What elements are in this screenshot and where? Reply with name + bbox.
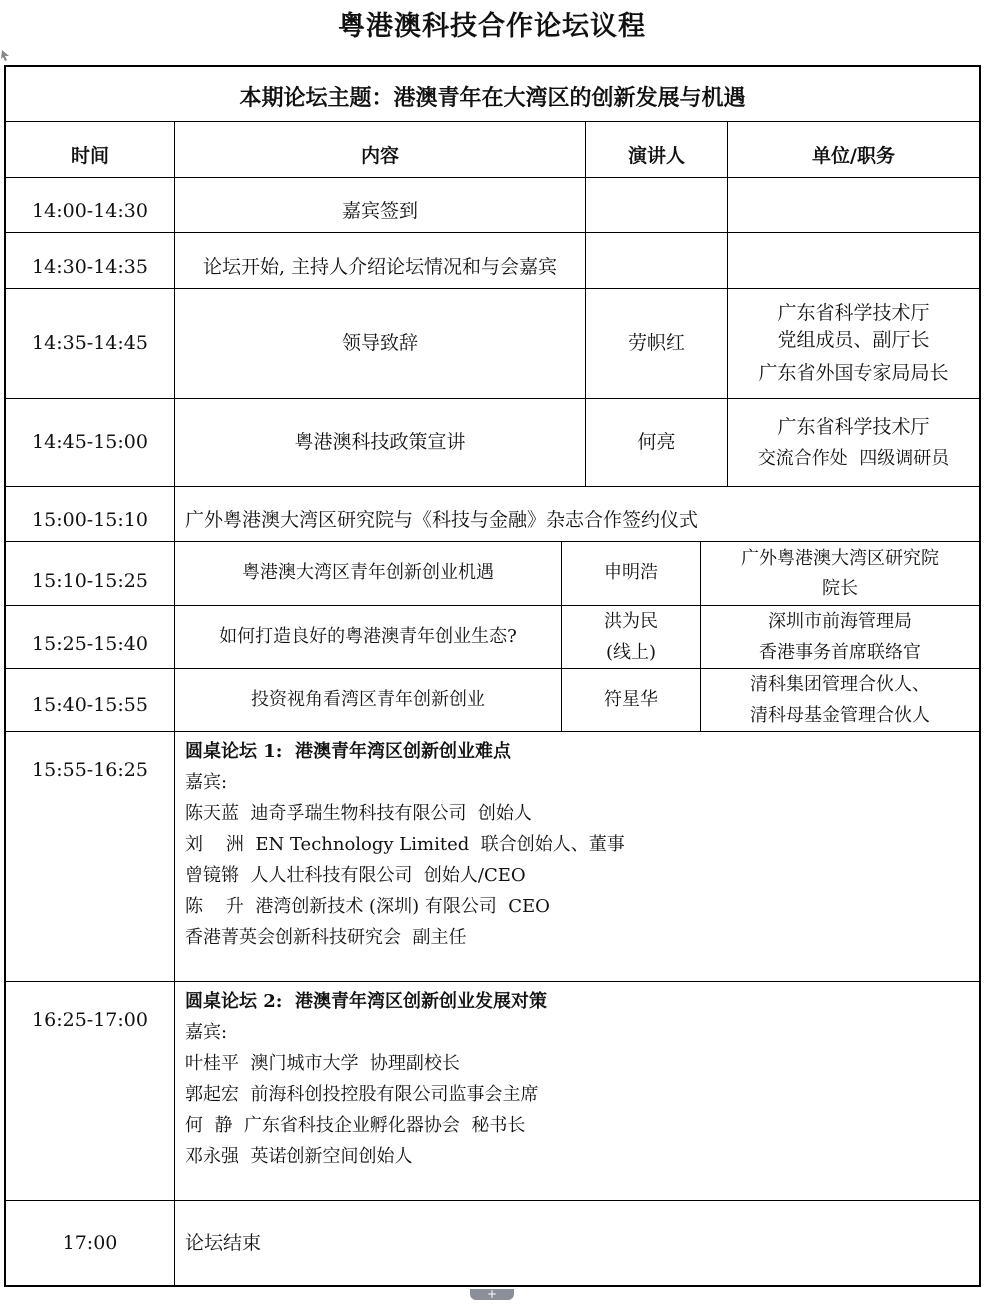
- unit-line: 清科母基金管理合伙人: [750, 705, 930, 726]
- row-speaker: 申明浩: [561, 542, 700, 605]
- round-title: 圆桌论坛 1: 港澳青年湾区创新创业难点: [185, 741, 511, 762]
- row-unit: [700, 606, 979, 668]
- row-unit: [727, 178, 979, 232]
- row-content: 领导致辞: [174, 289, 585, 398]
- table-row: [6, 1201, 979, 1287]
- unit-line: 香港事务首席联络官: [759, 642, 921, 663]
- agenda-table: [4, 65, 981, 1287]
- row-time: 15:55-16:25: [32, 759, 148, 781]
- unit-line: 广东省科学技术厅: [777, 415, 930, 438]
- header-unit: 单位/职务: [727, 122, 979, 177]
- page-title: 粤港澳科技合作论坛议程: [338, 11, 646, 42]
- guest-line: 邓永强 英诺创新空间创始人: [185, 1146, 413, 1167]
- round-table-2: [174, 982, 979, 1200]
- forum-theme: 本期论坛主题：港澳青年在大湾区的创新发展与机遇: [239, 85, 746, 112]
- row-unit: [727, 399, 979, 486]
- guest-line: 陈 升 港湾创新技术 (深圳) 有限公司 CEO: [185, 896, 550, 917]
- row-time: 14:35-14:45: [32, 331, 148, 354]
- speaker-line: (线上): [605, 642, 657, 663]
- header-row: [6, 122, 979, 178]
- table-row: [6, 669, 979, 732]
- guest-line: 陈天蓝 迪奇孚瑞生物科技有限公司 创始人: [185, 803, 532, 824]
- table-row: [6, 542, 979, 606]
- guest-line: 郭起宏 前海科创投控股有限公司监事会主席: [185, 1084, 539, 1105]
- unit-line: 广外粤港澳大湾区研究院: [741, 547, 939, 569]
- row-time: 14:45-15:00: [32, 430, 148, 453]
- row-time: 16:25-17:00: [32, 1009, 148, 1031]
- row-content: 广外粤港澳大湾区研究院与《科技与金融》杂志合作签约仪式: [174, 487, 979, 541]
- row-time: 15:25-15:40: [32, 633, 148, 656]
- row-content: 粤港澳科技政策宣讲: [174, 399, 585, 486]
- table-row: [6, 732, 979, 982]
- row-time: 17:00: [62, 1232, 118, 1255]
- row-content: 论坛开始, 主持人介绍论坛情况和与会嘉宾: [174, 233, 585, 288]
- table-row: [6, 487, 979, 542]
- row-content: 如何打造良好的粤港澳青年创业生态?: [174, 606, 561, 668]
- row-content: 投资视角看湾区青年创新创业: [174, 669, 561, 731]
- row-unit: [727, 289, 979, 398]
- row-speaker: [585, 178, 727, 232]
- unit-line: 党组成员、副厅长: [777, 329, 930, 351]
- row-time: 15:10-15:25: [32, 569, 148, 592]
- row-content: 嘉宾签到: [174, 178, 585, 232]
- header-content: 内容: [174, 122, 585, 177]
- header-speaker: 演讲人: [585, 122, 727, 177]
- guests-label: 嘉宾:: [185, 772, 228, 793]
- row-time: 15:00-15:10: [32, 509, 148, 532]
- row-unit: [700, 542, 979, 605]
- guest-line: 何 静 广东省科技企业孵化器协会 秘书长: [185, 1115, 526, 1136]
- table-move-handle-icon[interactable]: [0, 48, 12, 62]
- guest-line: 曾镜锵 人人壮科技有限公司 创始人/CEO: [185, 865, 526, 886]
- unit-line: 广东省科学技术厅: [777, 302, 930, 324]
- add-row-handle[interactable]: +: [470, 1289, 514, 1300]
- guest-line: 叶桂平 澳门城市大学 协理副校长: [185, 1053, 460, 1074]
- row-unit: [700, 669, 979, 731]
- unit-line: 清科集团管理合伙人、: [750, 674, 930, 695]
- row-content: 粤港澳大湾区青年创新创业机遇: [174, 542, 561, 605]
- row-content: 论坛结束: [174, 1201, 979, 1287]
- round-title: 圆桌论坛 2: 港澳青年湾区创新创业发展对策: [185, 991, 547, 1012]
- table-row: [6, 606, 979, 669]
- table-row: [6, 399, 979, 487]
- header-time: 时间: [70, 144, 109, 167]
- row-speaker: 劳帜红: [585, 289, 727, 398]
- row-speaker: [585, 233, 727, 288]
- guest-line: 刘 洲 EN Technology Limited 联合创始人、董事: [185, 834, 625, 855]
- unit-line: 院长: [822, 577, 858, 599]
- round-table-1: [174, 732, 979, 981]
- table-row: [6, 178, 979, 233]
- row-unit: [727, 233, 979, 288]
- guests-label: 嘉宾:: [185, 1022, 228, 1043]
- row-time: 15:40-15:55: [32, 694, 148, 717]
- row-time: 14:30-14:35: [32, 255, 148, 278]
- unit-line: 广东省外国专家局局长: [758, 362, 949, 384]
- row-speaker: 符星华: [561, 669, 700, 731]
- row-speaker: [561, 606, 700, 668]
- speaker-line: 洪为民: [604, 611, 658, 632]
- unit-line: 深圳市前海管理局: [768, 611, 912, 632]
- table-row: [6, 289, 979, 399]
- theme-row: [6, 67, 979, 122]
- unit-line: 交流合作处 四级调研员: [757, 447, 950, 469]
- guest-line: 香港菁英会创新科技研究会 副主任: [185, 927, 467, 948]
- table-row: [6, 982, 979, 1201]
- row-speaker: 何亮: [585, 399, 727, 486]
- table-row: [6, 233, 979, 289]
- row-time: 14:00-14:30: [32, 200, 148, 223]
